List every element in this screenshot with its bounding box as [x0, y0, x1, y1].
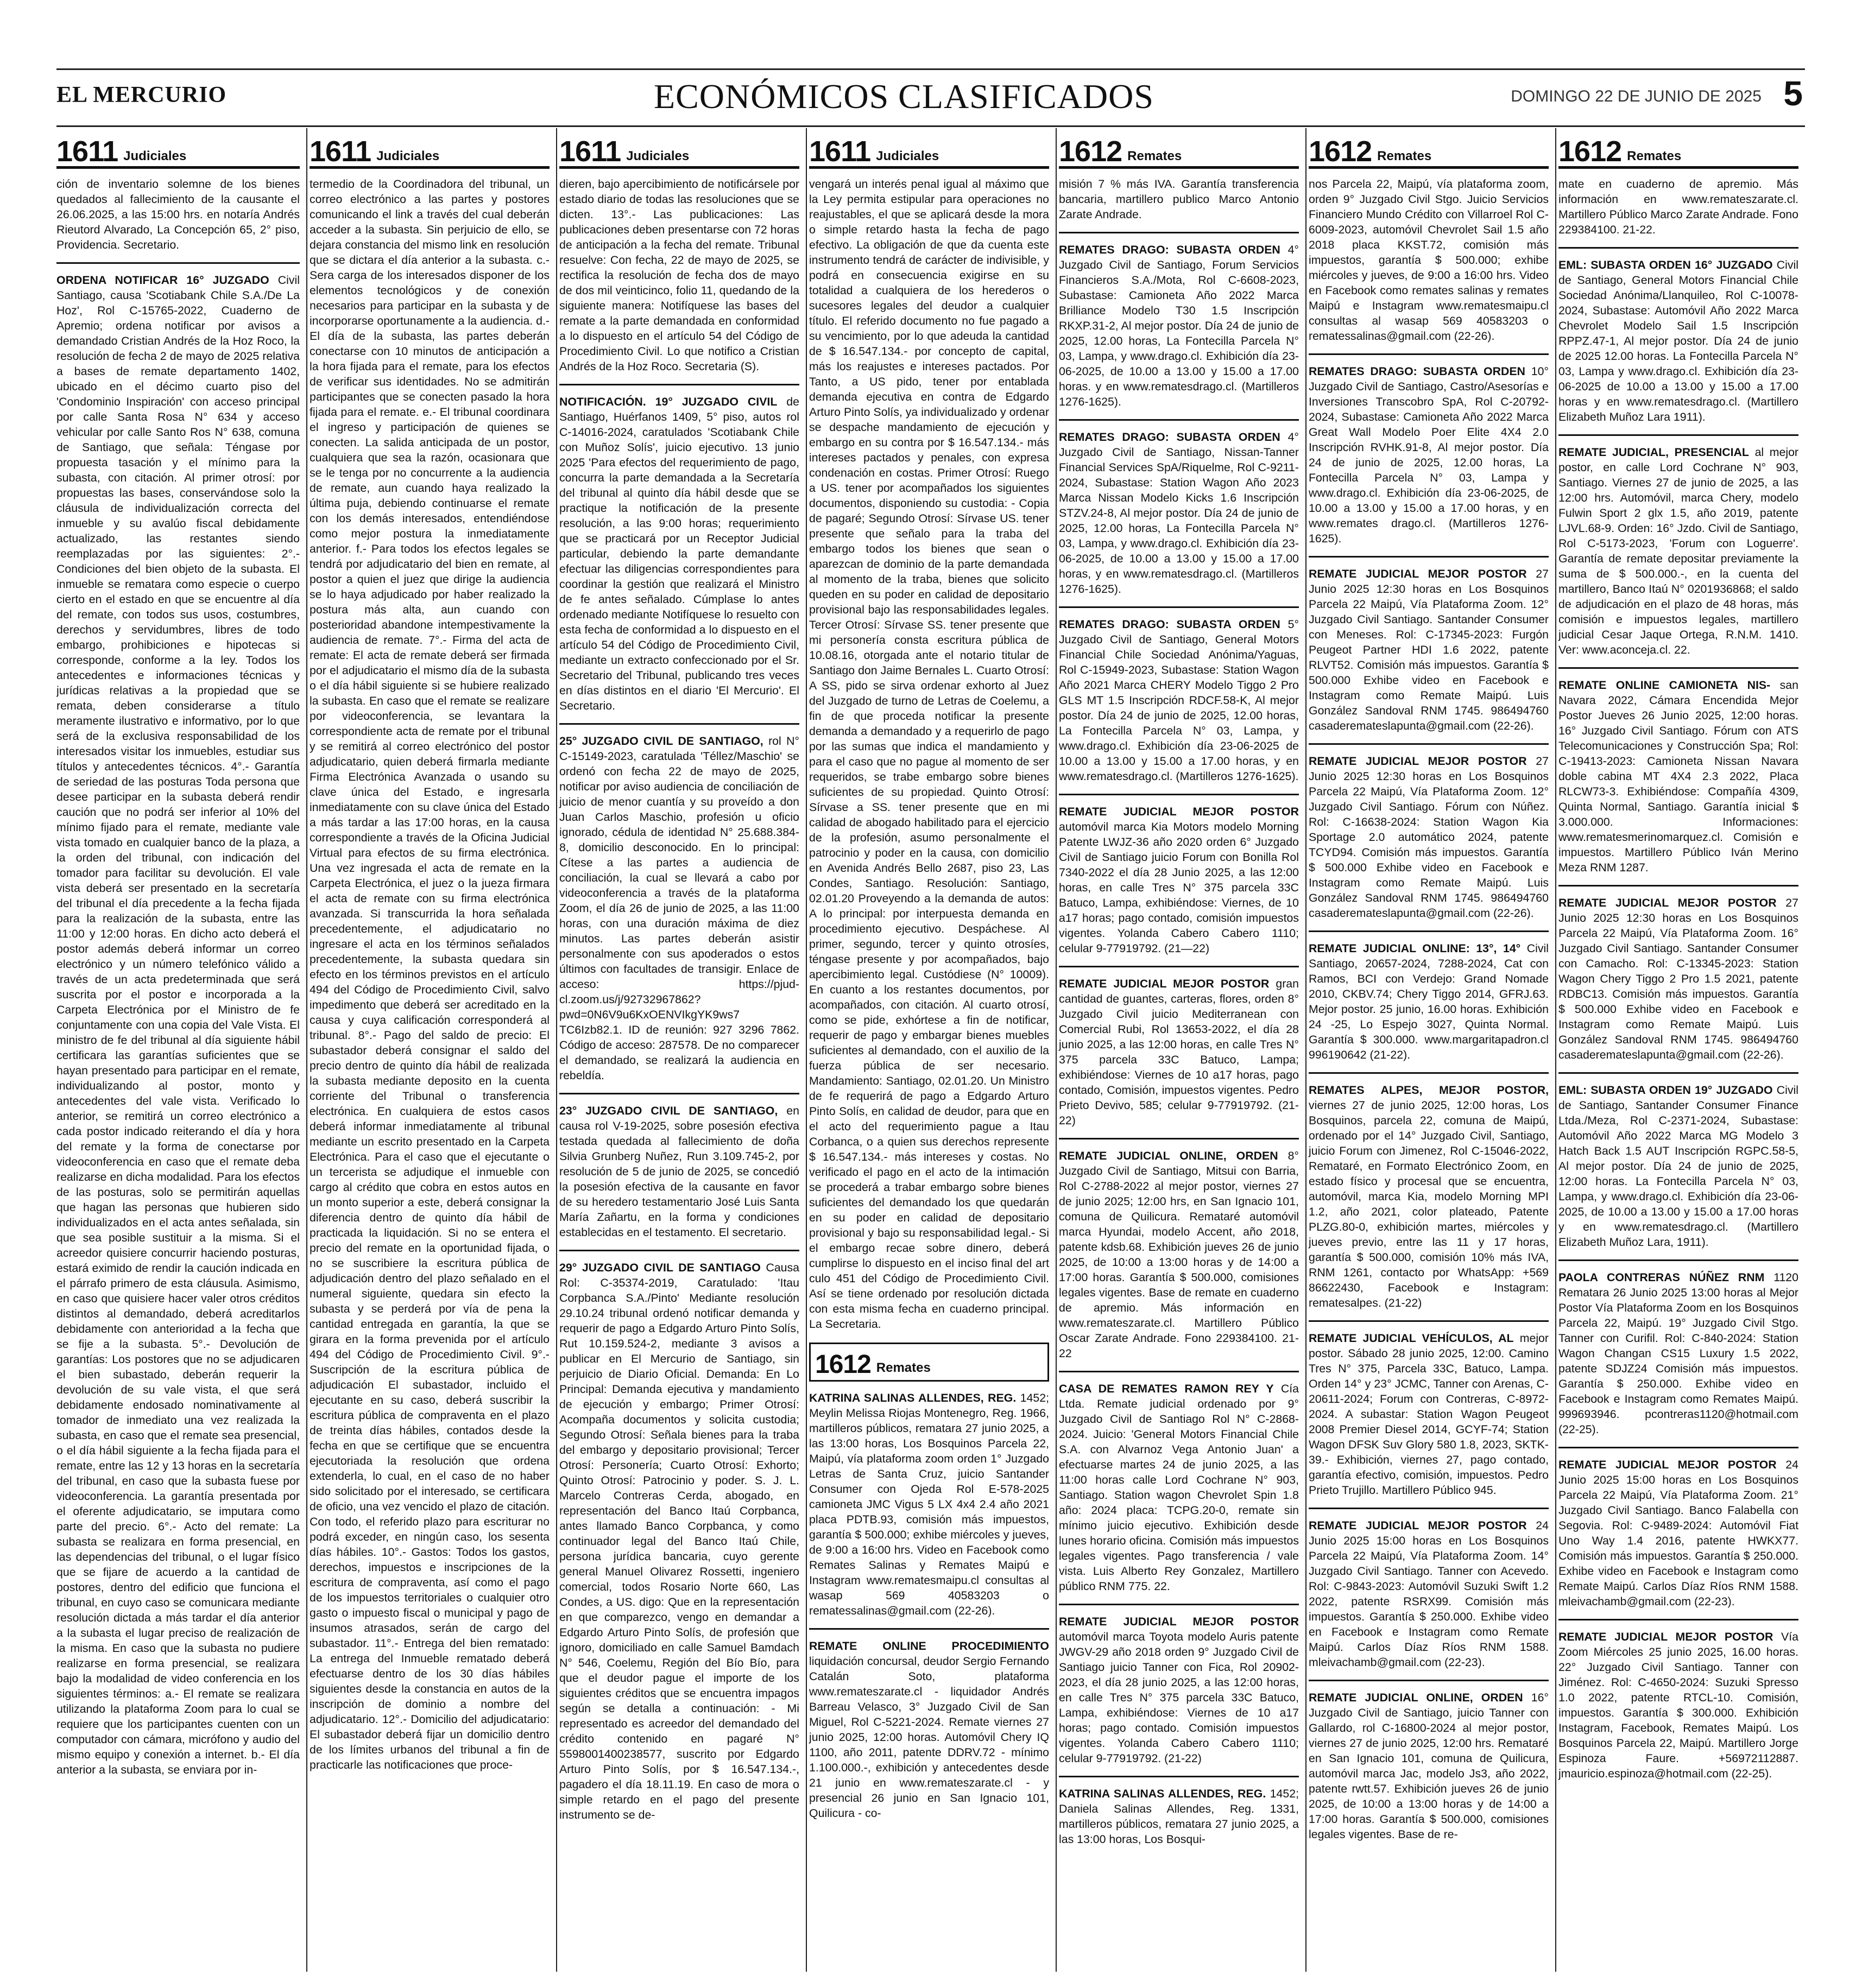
- notice-text: mejor postor. Sábado 28 junio 2025, 12:00. Camino Tres N° 375, Parcela 33C, Batuco, Lampa. Orden 14° y 23° JCMC, Tanner con Arenas, C-20611-2024; Forum con Contreras, C-8972-2024. A subastar: Station Wagon Peugeot 2008 Premier Diesel 2014, GCYF-74; Station Wagon DFSK Suv Glory 580 1.8, 2023, SKTK-39.- Exhibición, viernes 27, pago contado, garantía efectivo, comisión, impuestos. Pedro Prieto Trujillo. Martillero Público 945.: [1309, 1332, 1549, 1497]
- section-number: 1612: [815, 1350, 871, 1379]
- notice-separator: [1059, 232, 1299, 233]
- notice-text: rol N° C-15149-2023, caratulada 'Téllez/Maschio' se ordenó con fecha 22 de mayo de 2025, notificar por aviso audiencia de conciliación de juicio de menor cuantía y su proveído a don Juan Carlos Maschio, profesión u oficio ignorado, cédula de identidad N° 25.688.384-8, domicilio desconocido. En lo principal: Cítese a las partes a audiencia de conciliación, la cual se llevará a cabo por videoconferencia a través de la plataforma Zoom, el día 26 de junio de 2025, a las 11:00 horas, con una duración máxima de diez minutos. Las partes deberán asistir personalmente con sus apoderados o estos últimos con facultades de transigir. Enlace de acceso: https://pjud-cl.zoom.us/j/92732967862?pwd=0N6V9u6KxOENVIkgYK9ws7 TC6Izb82.1. ID de reunión: 927 3296 7862. Código de acceso: 287578. De no comparecer el demandado, se realizará la audiencia en rebeldía.: [559, 735, 799, 1082]
- classified-notice: [1059, 617, 1299, 784]
- notice-title: REMATE ONLINE PROCEDIMIENTO: [809, 1639, 1049, 1653]
- notice-title: EML: SUBASTA ORDEN 16° JUZGADO: [1558, 258, 1773, 271]
- notice-text: 27 Junio 2025 12:30 horas en Los Bosquinos Parcela 22 Maipú, Vía Plataforma Zoom. 12° Juzgado Civil Santiago. Fórum con Núñez. Rol: C-16638-2024: Station Wagon Kia Sportage 2.0 automático 2024, patente TCYD94. Comisión más impuestos. Garantía $ 500.000 Exhibe video en Facebook e Instagram como Remate Maipú. Luis González Sandoval RNM 1745. 986494760 casaderemateslapunta@gmail.com (22-26).: [1309, 755, 1549, 920]
- notice-separator: [1059, 606, 1299, 608]
- notice-separator: [559, 1093, 799, 1094]
- section-label: Remates: [1127, 149, 1182, 163]
- notice-text: Cía Ltda. Remate judicial ordenado por 9° Juzgado Civil de Santiago Rol N° C-2868-2024. Juicio: 'General Motors Financial Chile S.A. con Alvarnoz Vega Antonio Juan' a efectuarse martes 24 de junio 2025, a las 11:00 horas calle Lord Cochrane N° 903, Santiago. Station wagon Chevrolet Spin 1.8 año: 2024 placa: TCPG.20-0, remate sin mínimo juicio ejecutivo. Exhibición desde lunes horario oficina. Comisión más impuestos legales vigentes. Pago transferencia / vale vista. Luis Alberto Rey Gonzalez, Martillero público RNM 775. 22.: [1059, 1382, 1299, 1593]
- notice-title: REMATES DRAGO: SUBASTA ORDEN: [1309, 365, 1525, 378]
- notice-title: REMATE JUDICIAL ONLINE: 13°, 14°: [1309, 942, 1521, 955]
- notice-text: 24 Junio 2025 15:00 horas en Los Bosquinos Parcela 22 Maipú, Vía Plataforma Zoom. 14° Juzgado Civil Santiago. Tanner con Acevedo. Rol: C-9843-2023: Automóvil Suzuki Swift 1.2 2022, patente RSRX99. Comisión más impuestos. Garantía $ 250.000. Exhibe video en Facebook e Instagram como Remate Maipú. Carlos Díaz Ríos RNM 1588. mleivachamb@gmail.com (22-23).: [1309, 1519, 1549, 1669]
- notice-title: REMATE ONLINE CAMIONETA NIS-: [1558, 679, 1771, 692]
- page-number: 5: [1783, 74, 1803, 113]
- section-label: Remates: [876, 1360, 931, 1375]
- notice-separator: [1059, 966, 1299, 967]
- classified-notice: [1309, 1518, 1549, 1670]
- classified-notice: [1309, 754, 1549, 921]
- classified-notice: [559, 1260, 799, 1822]
- notice-text: al mejor postor, en calle Lord Cochrane N° 903, Santiago. Viernes 27 de junio de 2025, a las 12:00 hrs. Automóvil, marca Chery, modelo Fulwin Sport 2 glx 1.5, año 2019, patente LJVL.68-9. Orden: 16° Jzdo. Civil de Santiago, Rol C-5173-2023, 'Forum con Loguerre'. Garantía de remate depositar previamente la suma de $ 500.000.-, en la cuenta del martillero, Banco Itaú N° 0201936868; el saldo de adjudicación en el plazo de 48 horas, más comisión e impuestos legales, martillero judicial Cesar Jaque Ortega, R.N.M. 1410. Ver: www.aconceja.cl. 22.: [1558, 446, 1798, 656]
- section-label: Remates: [1627, 149, 1682, 163]
- inline-section-header: [809, 1343, 1049, 1382]
- notice-text: 5° Juzgado Civil de Santiago, General Motors Financial Chile Sociedad Anónima/Yaguas, Rol C-15949-2023, Subastase: Station Wagon Año 2021 Marca CHERY Modelo Tiggo 2 Pro GLS MT 1.5 Inscripción RDCF.58-K, Al mejor postor. Día 24 de junio de 2025, 12.00 horas, La Fontecilla Parcela N° 03, Lampa, y www.drago.cl. Exhibición día 23-06-2025 de 10.00 a 13.00 y 15.00 a 17.00 horas, y en www.rematesdrago.cl. (Martilleros 1276-1625).: [1059, 618, 1299, 783]
- notice-text: Civil de Santiago, Santander Consumer Finance Ltda./Meza, Rol C-2371-2024, Subastase: Automóvil Año 2022 Marca MG Modelo 3 Hatch Back 1.5 AUT Inscripción RGPC.58-5, Al mejor postor. Día 24 de junio de 2025, 12:00 horas. La Fontecilla Parcela N° 03, Lampa, y www.drago.cl. Exhibición día 23-06-2025, de 10.00 a 13.00 y 15.00 a 17.00 horas y en www.rematesdrago.cl. (Martillero Elizabeth Muñoz Lara, 1911).: [1558, 1084, 1798, 1249]
- notice-text: san Navara 2022, Cámara Encendida Mejor Postor Jueves 26 Junio 2025, 12:00 horas. 16° Juzgado Civil Santiago. Fórum con ATS Telecomunicaciones y Construcción Spa; Rol: C-19413-2023: Camioneta Nissan Navara doble cabina MT 4X4 2.3 2022, Placa RLCW73-3. Exhibiéndose: Compañía 4309, Quinta Normal, Santiago. Garantía inicial $ 3.000.000. Informaciones: www.rematesmerinomarquez.cl. Comisión e impuestos. Martillero Público Iván Merino Meza RNM 1287.: [1558, 679, 1798, 874]
- notice-title: CASA DE REMATES RAMON REY Y: [1059, 1382, 1274, 1395]
- notice-text: 8° Juzgado Civil de Santiago, Mitsui con Barria, Rol C-2788-2022 al mejor postor, viernes 27 de junio 2025; 12:00 hrs, en San Ignacio 101, comuna de Quilicura. Remataré automóvil marca Hyundai, modelo Accent, año 2018, patente kdsb.68. Exhibición jueves 26 de junio 2025, de 10:00 a 13:00 horas y de 14:00 a 17:00 horas. Garantía $ 500.000, comisiones legales vigentes. Base de remate en cuaderno de apremio. Más información en www.remateszarate.cl. Martillero Público Oscar Zarate Andrade. Fono 229384100. 21-22: [1059, 1149, 1299, 1360]
- notice-title: 29° JUZGADO CIVIL DE SANTIAGO: [559, 1261, 761, 1274]
- notice-text: vengará un interés penal igual al máximo que la Ley permita estipular para operaciones no reajustables, el que se aplicará desde la mora o simple retardo hasta la fecha de pago efectivo. La obligación de que da cuenta este instrumento tendrá de carácter de indivisible, y podrá en consecuencia exigirse en su totalidad a cualquiera de los herederos o sucesores legales del deudor a cualquier título. El referido documento no fue pagado a su vencimiento, por lo que adeuda la cantidad de $ 16.547.134.- por concepto de capital, más los reajustes e intereses pactados. Por Tanto, a US pido, tener por entablada demanda ejecutiva en contra de Edgardo Arturo Pinto Solís, ya individualizado y ordenar se despache mandamiento de ejecución y embargo en su contra por $ 16.547.134.- más intereses pactados y penales, con expresa condenación en costas. Primer Otrosí: Ruego a US. tener por acompañados los siguientes documentos, disponiendo su custodia: - Copia de pagaré; Segundo Otrosí: Sírvase US. tener presente que señalo para la traba del embargo todos los bienes que sean o aparezcan de dominio de la parte demandada al momento de la traba, bienes que solicito queden en su poder en calidad de depositario provisional bajo las responsabilidades legales. Tercer Otrosí: Sírvase SS. tener presente que mi personería consta escritura pública de 10.08.16, otorgada ante el notario titular de Santiago don Jaime Bernales L. Cuarto Otrosí: A SS, pido se sirva ordenar exhorto al Juez del Juzgado de turno de Letras de Coelemu, a fin de que proceda notificar la presente demanda a demandado y a requerirlo de pago por las sumas que indica el mandamiento y para el caso que no pague al momento de ser requeridos, se trabe embargo sobre bienes suficientes de su propiedad. Quinto Otrosí: Sírvase a SS. tener presente que en mi calidad de abogado habilitado para el ejercicio de la profesión, asumo personalmente el patrocinio y poder en la causa, con domicilio en Avenida Andrés Bello 2687, piso 23, Las Condes, Santiago. Resolución: Santiago, 02.01.20 Proveyendo a la demanda de autos: A lo principal: por interpuesta demanda en procedimiento ejecutivo. Despáchese. Al primer, segundo, tercer y quinto otrosíes, téngase presente y por acompañados, bajo apercibimiento legal. Custódiese (N° 10009). En cuanto a los restantes documentos, por acompañados, con citación. Al cuarto otrosí, como se pide, exhórtese a fin de notificar, requerir de pago y embargar bienes muebles suficientes al demandado, con el auxilio de la fuerza pública de ser necesario. Mandamiento: Santiago, 02.01.20. Un Ministro de fe requerirá de pago a Edgardo Arturo Pinto Solís, en calidad de deudor, para que en el acto del requerimiento pague a Itau Corbanca, o a quien sus derechos represente $ 16.547.134.- más intereses y costas. No verificado el pago en el acto de la intimación se procederá a trabar embargo sobre bienes suficientes del demandado los que quedarán en su poder en calidad de depositario provisional y bajo su responsabilidad legal.- Si el embargo recae sobre dinero, deberá cumplirse lo dispuesto en el inciso final del art culo 451 del Código de Procedimiento Civil. Así se tiene ordenado por resolución dictada con esta misma fecha en cuaderno principal. La Secretaria.: [809, 178, 1049, 1331]
- notice-text: 10° Juzgado Civil de Santiago, Castro/Asesorías e Inversiones Transcobro SpA, Rol C-20792-2024, Subastase: Camioneta Año 2022 Marca Great Wall Modelo Poer Elite 4X4 2.0 Inscripción RVHK.91-8, Al mejor postor. Día 24 de junio de 2025, 12.00 horas, La Fontecilla Parcela N° 03, Lampa y www.drago.cl. Exhibición día 23-06-2025, de 10.00 a 13.00 y 15.00 a 17.00 horas, y en www.remates drago.cl. (Martilleros 1276-1625).: [1309, 365, 1549, 545]
- notice-title: REMATE JUDICIAL MEJOR POSTOR: [1059, 1615, 1299, 1628]
- notice-title: 23° JUZGADO CIVIL DE SANTIAGO,: [559, 1104, 778, 1117]
- classified-notice: [809, 1638, 1049, 1821]
- section-number: 1612: [1309, 135, 1372, 168]
- classified-notice: [1309, 1082, 1549, 1310]
- notice-separator: [1309, 556, 1549, 558]
- section-number: 1611: [56, 135, 118, 168]
- section-label: Judiciales: [376, 149, 440, 163]
- classified-column: [1056, 128, 1305, 1972]
- notice-title: REMATES ALPES, MEJOR POSTOR,: [1309, 1084, 1549, 1097]
- newspaper-page: [56, 68, 1805, 1972]
- notice-title: REMATES DRAGO: SUBASTA ORDEN: [1059, 618, 1280, 631]
- notice-separator: [1309, 1320, 1549, 1322]
- column-header: [310, 128, 550, 169]
- notice-text: 27 Junio 2025 12:30 horas en Los Bosquinos Parcela 22 Maipú, Vía Plataforma Zoom. 12° Juzgado Civil Santiago. Santander Consumer con Meneses. Rol: C-17345-2023: Furgón Peugeot Partner HDI 1.6 2022, patente RLVT52. Comisión más impuestos. Garantía $ 500.000 Exhibe video en Facebook e Instagram como Remate Maipú. Luis González Sandoval RNM 1745. 986494760 casaderemateslapunta@gmail.com (22-26).: [1309, 567, 1549, 732]
- notice-separator: [809, 1628, 1049, 1630]
- classified-notice: [56, 176, 300, 252]
- classified-notice: [1558, 176, 1798, 237]
- classified-notice: [1558, 678, 1798, 875]
- notice-text: 27 Junio 2025 12:30 horas en Los Bosquinos Parcela 22 Maipú, Vía Plataforma Zoom. 16° Juzgado Civil Santiago. Santander Consumer con Camacho. Rol: C-13345-2023: Station Wagon Chery Tiggo 2 Pro 1.5 2021, patente RDBC13. Comisión más impuestos. Garantía $ 500.000 Exhibe video en Facebook e Instagram como Remate Maipú. Luis González Sandoval RNM 1745. 986494760 casaderemateslapunta@gmail.com (22-26).: [1558, 896, 1798, 1061]
- classified-notice: [1059, 1381, 1299, 1594]
- section-label: Judiciales: [123, 149, 187, 163]
- classified-column: [556, 128, 806, 1972]
- classified-notice: [1309, 566, 1549, 733]
- notice-text: liquidación concursal, deudor Sergio Fernando Catalán Soto, plataforma www.remateszarate.cl - liquidador Andrés Barreau Velasco, 3° Juzgado Civil de San Miguel, Rol C-5221-2024. Remate viernes 27 junio 2025, 12:00 horas. Automóvil Chery IQ 1100, año 2011, patente DDRV.72 - mínimo 1.100.000.-, exhibición y antecedentes desde 21 junio en www.remateszarate.cl - y presencial 26 junio en San Ignacio 101, Quilicura - co-: [809, 1655, 1049, 1820]
- classified-notice: [1059, 804, 1299, 956]
- notice-title: REMATE JUDICIAL MEJOR POSTOR: [1558, 896, 1777, 909]
- notice-text: dieren, bajo apercibimiento de notificársele por estado diario de todas las resoluciones que se dicten. 13°.- Las publicaciones: Las publicaciones deben presentarse con 72 horas de anticipación a la fecha del remate. Tribunal resuelve: Con fecha, 22 de mayo de 2025, se rectifica la resolución de fecha dos de mayo de dos mil veinticinco, folio 11, quedando de la siguiente manera: Notifíquese las bases del remate a la parte demandada en conformidad a lo dispuesto en el artículo 54 del Código de Procedimiento Civil. Lo que notifico a Cristian Andrés de la Hoz Roco. Secretaria (S).: [559, 178, 799, 373]
- classified-notice: [1059, 429, 1299, 597]
- classified-column: [806, 128, 1056, 1972]
- notice-separator: [1558, 885, 1798, 887]
- section-number: 1611: [310, 135, 371, 168]
- notice-separator: [1309, 743, 1549, 745]
- column-header: [809, 128, 1049, 169]
- notice-text: nos Parcela 22, Maipú, vía plataforma zoom, orden 9° Juzgado Civil Stgo. Juicio Servicios Financiero Mundo Crédito con Villarroel Rol C-6009-2023, automóvil Chevrolet Sail 1.5 año 2018 placa KKST.72, comisión más impuestos, garantía $ 500.000; exhibe miércoles y jueves, de 9:00 a 16:00 hrs. Video en Facebook como remates salinas y remates Maipú e Instagram www.rematesmaipu.cl consultas al wasap 569 40583203 o rematessalinas@gmail.com (22-26).: [1309, 178, 1549, 343]
- section-number: 1612: [1059, 135, 1122, 168]
- notice-title: REMATES DRAGO: SUBASTA ORDEN: [1059, 243, 1280, 256]
- masthead: [56, 68, 1805, 127]
- notice-text: en causa rol V-19-2025, sobre posesión efectiva testada quedada al fallecimiento de doña Silvia Grunberg Nuñez, Run 3.109.745-2, por resolución de 5 de junio de 2025, se concedió la posesión efectiva de la causante en favor de su heredero testamentario José Luis Santa María Zañartu, en la forma y condiciones establecidas en el testamento. El secretario.: [559, 1104, 799, 1239]
- classified-notice: [559, 394, 799, 713]
- notice-text: 4° Juzgado Civil de Santiago, Forum Servicios Financieros S.A./Mota, Rol C-6608-2023, Subastase: Camioneta Año 2022 Marca Brilliance Modelo T30 1.5 Inscripción RKXP.31-2, Al mejor postor. Día 24 de junio de 2025, 12.00 horas, La Fontecilla Parcela N° 03, Lampa, y www.drago.cl. Exhibición día 23-06-2025, de 10.00 a 13.00 y 15.00 a 17.00 horas. y en www.rematesdrago.cl. (Martilleros 1276-1625).: [1059, 243, 1299, 408]
- notice-text: termedio de la Coordinadora del tribunal, un correo electrónico a las partes y postores comunicando el link a través del cual deberán acceder a la subasta. Sin perjuicio de ello, se dejara constancia del mismo link en resolución que se dictara el día anterior a la subasta. c.- Sera carga de los interesados disponer de los elementos tecnológicos y de conexión necesarios para participar en la subasta y de incorporarse oportunamente a la audiencia. d.- El día de la subasta, las partes deberán conectarse con 10 minutos de anticipación a la hora fijada para el remate, para los efectos de verificar sus identidades. No se admitirán participantes que se conecten pasado la hora fijada para el remate. e.- El tribunal coordinara el ingreso y participación de quienes se conecten. La salida anticipada de un postor, cualquiera que sea la razón, ocasionara que se le tenga por no concurrente a la audiencia de remate, aun cuando haya realizado la última puja, debiendo continuarse el remate con los demás interesados, entendiéndose como mejor postura la inmediatamente anterior. f.- Para todos los efectos legales se tendrá por adjudicatario del bien en remate, al postor a quien el juez que dirige la audiencia se lo haya adjudicado por haber realizado la postura más alta, aun cuando con posterioridad abandone intempestivamente la audiencia de remate. 7°.- Firma del acta de remate: El acta de remate deberá ser firmada por el adjudicatario el mismo día de la subasta o el día hábil siguiente si se hubiere realizado la subasta. En caso que el remate se realizare por videoconferencia, se levantara la correspondiente acta de remate por el tribunal y se remitirá al correo electrónico del postor adjudicatario, quien deberá firmarla mediante Firma Electrónica Avanzada o usando su clave única del Estado, e ingresarla inmediatamente con su clave única del Estado a más tardar a las 17:00 horas, en la causa correspondiente a través de la Oficina Judicial Virtual para efectos de su firma electrónica. Una vez ingresada el acta de remate en la Carpeta Electrónica, el juez o la jueza firmara el acta de remate con su firma electrónica avanzada. Si transcurrida la hora señalada precedentemente, el adjudicatario no ingresare el acta en los términos señalados precedentemente, la subasta quedara sin efecto en los términos previstos en el artículo 494 del Código de Procedimiento Civil, salvo impedimento que deberá ser acreditado en la causa y cuya calificación corresponderá al tribunal. 8°.- Pago del saldo de precio: El subastador deberá consignar el saldo del precio dentro de quinto día hábil de realizada la subasta mediante deposito en la cuenta corriente del Tribunal o transferencia electrónica. En cualquiera de estos casos deberá informar inmediatamente al tribunal mediante un escrito presentado en la Carpeta Electrónica. Para el caso que el ejecutante o un tercerista se adjudique el inmueble con cargo al crédito que cobra en estos autos en un monto superior a este, deberá consignar la diferencia dentro de quinto día hábil de practicada la liquidación. Si no se entera el precio del remate en la oportunidad fijada, o no se suscribiere la escritura pública de adjudicación dentro del plazo señalado en el numeral siguiente, quedara sin efecto la subasta y se perderá por vía de pena la cantidad entregada en garantía, la que se girara en la forma prevenida por el artículo 494 del Código de Procedimiento Civil. 9°.- Suscripción de la escritura pública de adjudicación El subastador, incluido el ejecutante en su caso, deberá suscribir la escritura pública de compraventa en el plazo de treinta días hábiles, contados desde la fecha en que se certifique que se encuentra ejecutoriada la resolución que ordena extenderla, lo cual, en el caso de no haber sido solicitado por el interesado, se certificara de oficio, una vez vencido el plazo de citación. Con todo, el referido plazo para escriturar no podrá exceder, en ningún caso, los sesenta días hábiles. 10°.- Gastos: Todos los gastos, derechos, impuestos e inscripciones de la escritura de compraventa, así como el pago de los impuestos territoriales o cualquier otro gasto o impuesto fiscal o municipal y pago de insumos atrasados, serán de cargo del subastador. 11°.- Entrega del bien rematado: La entrega del Inmueble rematado deberá efectuarse dentro de los 30 días hábiles siguientes desde la constancia en autos de la inscripción de dominio a nombre del adjudicatario. 12°.- Domicilio del adjudicatario: El subastador deberá fijar un domicilio dentro de los límites urbanos del tribunal a fin de practicarle las notificaciones que proce-: [310, 178, 550, 1771]
- notice-title: REMATE JUDICIAL MEJOR POSTOR: [1558, 1458, 1777, 1471]
- notice-text: Vía Zoom Miércoles 25 junio 2025, 16.00 horas. 22° Juzgado Civil Santiago. Tanner con Jiménez. Rol: C-4650-2024: Suzuki Spresso 1.0 2022, patente RTCL-10. Comisión, impuestos. Garantía $ 300.000. Exhibición Instagram, Facebook, Remates Maipú. Los Bosquinos Parcela 22, Maipú. Martillero Jorge Espinoza Faure. +56972112887. jmauricio.espinoza@hotmail.com (22-25).: [1558, 1630, 1798, 1780]
- classified-notice: [1059, 1786, 1299, 1847]
- classified-notice: [559, 733, 799, 1083]
- notice-title: REMATE JUDICIAL, PRESENCIAL: [1558, 446, 1749, 459]
- classified-column: [1555, 128, 1805, 1972]
- classified-notice: [1309, 1690, 1549, 1842]
- notice-text: ción de inventario solemne de los bienes quedados al fallecimiento de la causante el 26.06.2025, a las 15:00 hrs. en notaría Andrés Rieutord Alvarado, La Concepción 65, 2° piso, Providencia. Secretario.: [56, 178, 300, 251]
- notice-text: Civil de Santiago, General Motors Financial Chile Sociedad Anónima/Llanquileo, Rol C-10078-2024, Subastase: Automóvil Año 2022 Marca Chevrolet Modelo Sail 1.5 Inscripción RPPZ.47-1, Al mejor postor. Día 24 de junio de 2025 12.00 horas. La Fontecilla Parcela N° 03, Lampa y www.drago.cl. Exhibición día 23-06-2025 de 10.00 a 13.00 y 15.00 a 17.00 horas y en www.rematesdrago.cl. (Martillero Elizabeth Muñoz Lara 1911).: [1558, 258, 1798, 423]
- classified-notice: [1558, 1629, 1798, 1781]
- notice-title: KATRINA SALINAS ALLENDES, REG.: [809, 1391, 1017, 1404]
- classified-notice: [1059, 242, 1299, 409]
- notice-title: PAOLA CONTRERAS NÚÑEZ RNM: [1558, 1271, 1765, 1284]
- notice-separator: [1309, 353, 1549, 355]
- notice-separator: [1558, 247, 1798, 249]
- notice-title: EML: SUBASTA ORDEN 19° JUZGADO: [1558, 1084, 1773, 1097]
- notice-separator: [1059, 794, 1299, 795]
- notice-title: KATRINA SALINAS ALLENDES, REG.: [1059, 1787, 1266, 1800]
- notice-text: de Santiago, Huérfanos 1409, 5° piso, autos rol C-14016-2024, caratulados 'Scotiabank Chile con Muñoz Solís', juicio ejecutivo. 13 junio 2025 'Para efectos del requerimiento de pago, concurra la parte demandada a la Secretaría del tribunal al quinto día hábil desde que se practique la notificación de la presente resolución, a las 9:00 horas; requerimiento que se practicará por un Receptor Judicial particular, debiendo la parte demandante efectuar las diligencias correspondientes para coordinar la gestión que realizará el Ministro de fe antes señalado. Cúmplase lo antes ordenado mediante Notifíquese lo resuelto con esta fecha de conformidad a lo dispuesto en el artículo 54 del Código de Procedimiento Civil, mediante un extracto confeccionado por el Sr. Secretario del Tribunal, publicando tres veces en días distintos en el diario 'El Mercurio'. El Secretario.: [559, 395, 799, 712]
- classified-notice: [1558, 445, 1798, 657]
- classified-notice: [1558, 1457, 1798, 1609]
- notice-title: REMATE JUDICIAL ONLINE, ORDEN: [1309, 1691, 1523, 1704]
- classified-notice: [1558, 1082, 1798, 1250]
- notice-separator: [1059, 1371, 1299, 1372]
- notice-separator: [1309, 930, 1549, 932]
- notice-text: 1452; Daniela Salinas Allendes, Reg. 1331, martilleros públicos, rematara 27 junio 2025, a las 13:00 horas, Los Bosqui-: [1059, 1787, 1299, 1846]
- classified-notice: [1558, 257, 1798, 425]
- classified-column: [1305, 128, 1555, 1972]
- notice-text: Civil Santiago, causa 'Scotiabank Chile S.A./De La Hoz', Rol C-15765-2022, Cuaderno de Apremio; ordena notificar por avisos a demandado Cristian Andrés de la Hoz Roco, la resolución de fecha 2 de mayo de 2025 relativa a bases de remate departamento 1402, ubicado en el décimo cuarto piso del 'Condominio Inspiración' con acceso principal por calle Santa Rosa N° 634 y acceso vehicular por calle Santo Ros N° 638, comuna de Santiago, que señala: Téngase por propuesta tasación y el mínimo para la subasta, con citación. Al primer otrosí: por propuestas las bases, conservándose solo la cláusula de individualización correcta del inmueble y su avalúo fiscal debidamente actualizado, las restantes siendo reemplazadas por las siguientes: 2°.- Condiciones del bien objeto de la subasta. El inmueble se rematara como especie o cuerpo cierto en el estado en que se encuentre al día del remate, con todos sus usos, costumbres, derechos y servidumbres, libres de todo embargo, prohibiciones e hipotecas si corresponde, conforme a la ley. Todos los antecedentes e informaciones técnicas y jurídicas relativas a la propiedad que se remata, deben considerarse a título meramente ilustrativo e informativo, por lo que será de la exclusiva responsabilidad de los interesados visitar los inmuebles, estudiar sus títulos y antecedentes técnicos. 4°.- Garantía de seriedad de las posturas Toda persona que desee participar en la subasta deberá rendir caución que no podrá ser inferior al 10% del mínimo fijado para el remate, mediante vale vista tomado en cualquier banco de la plaza, a la orden del tribunal, con indicación del tomador para facilitar su devolución. El vale vista deberá ser presentado en la secretaría del tribunal el día precedente a la fecha fijada para la realización de la subasta, entre las 11:00 y 12:00 horas. En dicho acto deberá el postor además deberá informar un correo electrónico y un número telefónico válido a través de un acta predeterminada que será suscrita por el postor e incorporada a la Carpeta Electrónica por el Ministro de fe conjuntamente con una copia del Vale Vista. El ministro de fe del tribunal al día siguiente hábil certificara las garantías suficientes que se hayan presentado para participar en el remate, individualizando al postor, monto y antecedentes del vale vista. Verificado lo anterior, se remitirá un correo electrónico a cada postor indicado reiterando el día y hora del remate y la forma de conectarse por videoconferencia en caso que el remate deba realizarse en dicha modalidad. Para los efectos de las posturas, solo se permitirán aquellas que hagan las personas que hubieren sido individualizados en el acta antes señalada, sin que sea posible sustituir a la misma. Si el acreedor quisiere concurrir haciendo posturas, estará eximido de rendir la caución indicada en el párrafo primero de esta cláusula. Asimismo, en caso que quisiere hacer valer otros créditos distintos al demandado, deberá acreditarlos debidamente con anterioridad a la fecha que se fije a la subasta. 5°.- Devolución de garantías: Los postores que no se adjudicaren el bien subastado, deberán requerir la devolución de su vale vista, el que será debidamente endosado nominativamente al tomador de inmediato una vez realizada la subasta, en caso que el remate sea presencial, o el día hábil siguiente a la fecha fijada para el remate, entre las 12 y 13 horas en la secretaría del tribunal, en caso que la subasta fuese por videoconferencia. La garantía presentada por el oferente adjudicatario, se imputara como parte del precio. 6°.- Acto del remate: La subasta se realizara en forma presencial, en las dependencias del tribunal, o el lugar físico que se fijare de acuerdo a la cantidad de postores, dentro del edificio que funciona el tribunal, en cuyo caso se comunicara mediante resolución dictada a más tardar el día anterior a la subasta el lugar preciso de realización de la misma. En caso que la subasta no pudiere realizarse en forma presencial, se realizara bajo la modalidad de video conferencia en los siguientes términos: a.- El remate se realizara utilizando la plataforma Zoom para lo cual se requiere que los participantes cuenten con un computador con cámara, micrófono y audio del mismo equipo y conexión a internet. b.- El día anterior a la subasta, se enviara por in-: [56, 274, 300, 1776]
- notice-separator: [1309, 1072, 1549, 1074]
- classified-notice: [1309, 364, 1549, 546]
- notice-text: 1120 Rematara 26 Junio 2025 13:00 horas al Mejor Postor Vía Plataforma Zoom en los Bosquinos Parcela 22, Maipú. 19° Juzgado Civil Stgo. Tanner con Curifil. Rol: C-840-2024: Station Wagon Changan CS15 Luxury 1.5 2022, patente SDJZ24 Comisión más impuestos. Garantía $ 250.000. Exhibe video en Facebook e Instagram como Remates Maipú. 999693946. pcontreras1120@hotmail.com (22-25).: [1558, 1271, 1798, 1436]
- notice-text: misión 7 % más IVA. Garantía transferencia bancaria, martillero publico Marco Antonio Zarate Andrade.: [1059, 178, 1299, 221]
- notice-separator: [1059, 1138, 1299, 1139]
- column-header: [56, 128, 300, 169]
- notice-separator: [559, 723, 799, 725]
- section-number: 1611: [559, 135, 621, 168]
- classified-notice: [1059, 1614, 1299, 1766]
- notice-title: REMATE JUDICIAL MEJOR POSTOR: [1309, 755, 1527, 768]
- notice-separator: [1558, 1447, 1798, 1448]
- notice-separator: [1558, 1072, 1798, 1074]
- notice-title: REMATE JUDICIAL MEJOR POSTOR: [1059, 977, 1270, 990]
- classified-notice: [1558, 1270, 1798, 1437]
- classified-notice: [1558, 895, 1798, 1062]
- classified-notice: [1309, 176, 1549, 344]
- classified-notice: [1059, 176, 1299, 222]
- column-header: [1558, 128, 1798, 169]
- classified-notice: [1309, 1331, 1549, 1498]
- notice-text: 24 Junio 2025 15:00 horas en Los Bosquinos Parcela 22 Maipú, Vía Plataforma Zoom. 21° Juzgado Civil Santiago. Banco Falabella con Segovia. Rol: C-9489-2024: Automóvil Fiat Uno Way 1.4 2016, patente HWKX77. Comisión más impuestos. Garantía $ 250.000. Exhibe video en Facebook e Instagram como Remate Maipú. Carlos Díaz Ríos RNM 1588. mleivachamb@gmail.com (22-23).: [1558, 1458, 1798, 1608]
- notice-text: automóvil marca Kia Motors modelo Morning Patente LWJZ-36 año 2020 orden 6° Juzgado Civil de Santiago juicio Forum con Bonilla Rol 7340-2022 el día 28 Junio 2025, a las 12:00 horas, en calle Tres N° 375 parcela 33C Batuco, Lampa, exhibiéndose: Viernes, de 10 a17 horas; pago contado, comisión impuestos vigentes. Yolanda Cabero Cabero 1110; celular 9-77919792. (21—22): [1059, 820, 1299, 955]
- notice-separator: [1558, 434, 1798, 436]
- notice-text: 4° Juzgado Civil de Santiago, Nissan-Tanner Financial Services SpA/Riquelme, Rol C-9211-2024, Subastase: Station Wagon Año 2023 Marca Nissan Modelo Kicks 1.6 Inscripción STZV.24-8, Al mejor postor. Día 24 de junio de 2025, 12.00 horas, La Fontecilla Parcela N° 03, Lampa, y www.drago.cl. Exhibición día 23-06-2025, de 10.00 a 13.00 y 15.00 a 17.00 horas, y en www.rematesdrago.cl. (Martilleros 1276-1625).: [1059, 430, 1299, 596]
- section-number: 1611: [809, 135, 871, 168]
- notice-title: REMATE JUDICIAL MEJOR POSTOR: [1059, 805, 1299, 818]
- notice-separator: [559, 384, 799, 385]
- classified-notice: [559, 1103, 799, 1240]
- notice-text: mate en cuaderno de apremio. Más información en www.remateszarate.cl. Martillero Público Marco Zarate Andrade. Fono 229384100. 21-22.: [1558, 178, 1798, 236]
- classified-notice: [809, 1390, 1049, 1618]
- column-header: [1059, 128, 1299, 169]
- classified-column: [56, 128, 306, 1972]
- section-label: Judiciales: [876, 149, 939, 163]
- classifieds-columns: [56, 128, 1805, 1972]
- notice-title: REMATE JUDICIAL ONLINE, ORDEN: [1059, 1149, 1278, 1162]
- notice-text: Causa Rol: C-35374-2019, Caratulado: 'Itau Corpbanca S.A./Pinto' Mediante resolución 29.10.24 tribunal ordenó notificar demanda y requerir de pago a Edgardo Arturo Pinto Solís, Rut 10.159.524-2, mediante 3 avisos a publicar en El Mercurio de Santiago, sin perjuicio de Diario Oficial. Demanda: En Lo Principal: Demanda ejecutiva y mandamiento de ejecución y embargo; Primer Otrosí: Acompaña documentos y solicita custodia; Segundo Otrosí: Señala bienes para la traba del embargo y depositario provisional; Tercer Otrosí: Personería; Cuarto Otrosí: Exhorto; Quinto Otrosí: Patrocinio y poder. S. J. L. Marcelo Contreras Cerda, abogado, en representación del Banco Itaú Corpbanca, antes llamado Banco Corpbanca, y como continuador legal del Banco Itaú Chile, persona jurídica bancaria, cuyo gerente general Manuel Olivarez Rossetti, ingeniero comercial, todos Rosario Norte 660, Las Condes, a US. digo: Que en la representación en que comparezco, vengo en demandar a Edgardo Arturo Pinto Solís, de profesión que ignoro, domiciliado en calle Samuel Bamdach N° 546, Coelemu, Región del Bío Bío, para que el deudor pague el importe de los siguientes créditos que se encuentra impagos según se detalla a continuación: - Mi representado es acreedor del demandado del crédito contenido en pagaré N° 5598001400238577, suscrito por Edgardo Arturo Pinto Solís, por $ 16.547.134.-, pagadero el día 18.11.19. En caso de mora o simple retardo en el pago del presente instrumento se de-: [559, 1261, 800, 1821]
- notice-title: REMATES DRAGO: SUBASTA ORDEN: [1059, 430, 1280, 444]
- section-label: Remates: [1377, 149, 1432, 163]
- notice-title: REMATE JUDICIAL VEHÍCULOS, AL: [1309, 1332, 1514, 1345]
- notice-title: REMATE JUDICIAL MEJOR POSTOR: [1309, 567, 1527, 580]
- notice-separator: [1558, 1259, 1798, 1261]
- section-number: 1612: [1558, 135, 1622, 168]
- section-label: Judiciales: [626, 149, 690, 163]
- classified-notice: [56, 273, 300, 1777]
- notice-separator: [1558, 1619, 1798, 1620]
- classified-column: [306, 128, 556, 1972]
- issue-date: DOMINGO 22 DE JUNIO DE 2025: [1511, 87, 1762, 105]
- notice-separator: [1309, 1508, 1549, 1509]
- notice-text: 1452; Meylin Melissa Riojas Montenegro, Reg. 1966, martilleros públicos, rematara 27 junio 2025, a las 13:00 horas, Los Bosquinos Parcela 22, Maipú, vía plataforma zoom orden 1° Juzgado Letras de Santa Cruz, juicio Santander Consumer con Ojeda Rol E-578-2025 camioneta JMC Vigus 5 LX 4x4 2.4 año 2021 placa PDTB.93, comisión más impuestos, garantía $ 500.000; exhibe miércoles y jueves, de 9:00 a 16:00 hrs. Video en Facebook como Remates Salinas y Remates Maipú e Instagram www.rematesmaipu.cl consultas al wasap 569 40583203 o rematessalinas@gmail.com (22-26).: [809, 1391, 1049, 1617]
- notice-title: REMATE JUDICIAL MEJOR POSTOR: [1558, 1630, 1773, 1643]
- notice-title: REMATE JUDICIAL MEJOR POSTOR: [1309, 1519, 1527, 1532]
- notice-separator: [56, 262, 300, 264]
- notice-text: 16° Juzgado Civil de Santiago, juicio Tanner con Gallardo, rol C-16800-2024 al mejor postor, viernes 27 de junio 2025, 12:00 hrs. Remataré en San Ignacio 101, comuna de Quilicura, automóvil marca Jac, modelo Js3, año 2022, patente rwtt.57. Exhibición jueves 26 de junio 2025, de 10:00 a 13:00 horas y de 14:00 a 17:00 horas. Garantía $ 500.000, comisiones legales vigentes. Base de re-: [1309, 1691, 1549, 1841]
- notice-text: Civil Santiago, 20657-2024, 7288-2024, Cat con Ramos, BCI con Verdejo: Grand Nomade 2010, CKBV.74; Chery Tiggo 2014, GFRJ.63. Mejor postor. 25 junio, 16.00 horas. Exhibición 24 -25, Lo Espejo 3027, Quinta Normal. Garantía $ 300.000. www.margaritapadron.cl 996190642 (21-22).: [1309, 942, 1549, 1061]
- notice-title: NOTIFICACIÓN. 19° JUZGADO CIVIL: [559, 395, 778, 408]
- classified-notice: [1309, 941, 1549, 1062]
- notice-separator: [1558, 667, 1798, 669]
- column-header: [559, 128, 799, 169]
- notice-separator: [1059, 1604, 1299, 1605]
- section-title: ECONÓMICOS CLASIFICADOS: [654, 77, 1154, 116]
- classified-notice: [809, 176, 1049, 1332]
- paper-name: EL MERCURIO: [56, 83, 227, 107]
- notice-separator: [559, 1250, 799, 1251]
- notice-title: 25° JUZGADO CIVIL DE SANTIAGO,: [559, 735, 763, 748]
- classified-notice: [310, 176, 550, 1772]
- notice-separator: [1059, 1776, 1299, 1777]
- notice-separator: [1059, 419, 1299, 421]
- notice-text: automóvil marca Toyota modelo Auris patente JWGV-29 año 2018 orden 9° Juzgado Civil de Santiago juicio Tanner con Fica, Rol 20902-2023, el día 28 junio 2025, a las 12:00 horas, en calle Tres N° 375 parcela 33C Batuco, Lampa, exhibiéndose: Viernes de 10 a17 horas; pago contado. Comisión impuestos vigentes. Yolanda Cabero Cabero 1110; celular 9-77919792. (21-22): [1059, 1630, 1299, 1765]
- notice-separator: [1309, 1680, 1549, 1681]
- notice-text: viernes 27 de junio 2025, 12:00 horas, Los Bosquinos, parcela 22, comuna de Maipú, ordenado por el 14° Juzgado Civil, Santiago, juicio Forum con Jimenez, Rol C-15046-2022, Remataré, en Formato Electrónico Zoom, en estado físico y procesal que se encuentra, automóvil, marca Kia, modelo Morning MPI 1.2, año 2021, color plateado, Patente PLZG.80-0, exhibición martes, miércoles y jueves previo, entre las 11 y 17 horas, garantía $ 500.000, comisión 10% más IVA, RNM 1261, contacto por WhatsApp: +569 86622430, Facebook e Instagram: rematesalpes. (21-22): [1309, 1099, 1549, 1309]
- classified-notice: [559, 176, 799, 374]
- notice-title: ORDENA NOTIFICAR 16° JUZGADO: [56, 274, 269, 287]
- classified-notice: [1059, 1148, 1299, 1361]
- classified-notice: [1059, 976, 1299, 1128]
- notice-text: gran cantidad de guantes, carteras, flores, orden 8° Juzgado Civil juicio Mediterranean con Comercial Rubi, Rol 13653-2022, el día 28 junio 2025, a las 12:00 horas, en calle Tres N° 375 parcela 33C Batuco, Lampa; exhibiéndose: Viernes de 10 a17 horas, pago contado, Comisión, impuestos vigentes. Pedro Prieto Devivo, 585; celular 9-77919792. (21-22): [1059, 977, 1299, 1127]
- column-header: [1309, 128, 1549, 169]
